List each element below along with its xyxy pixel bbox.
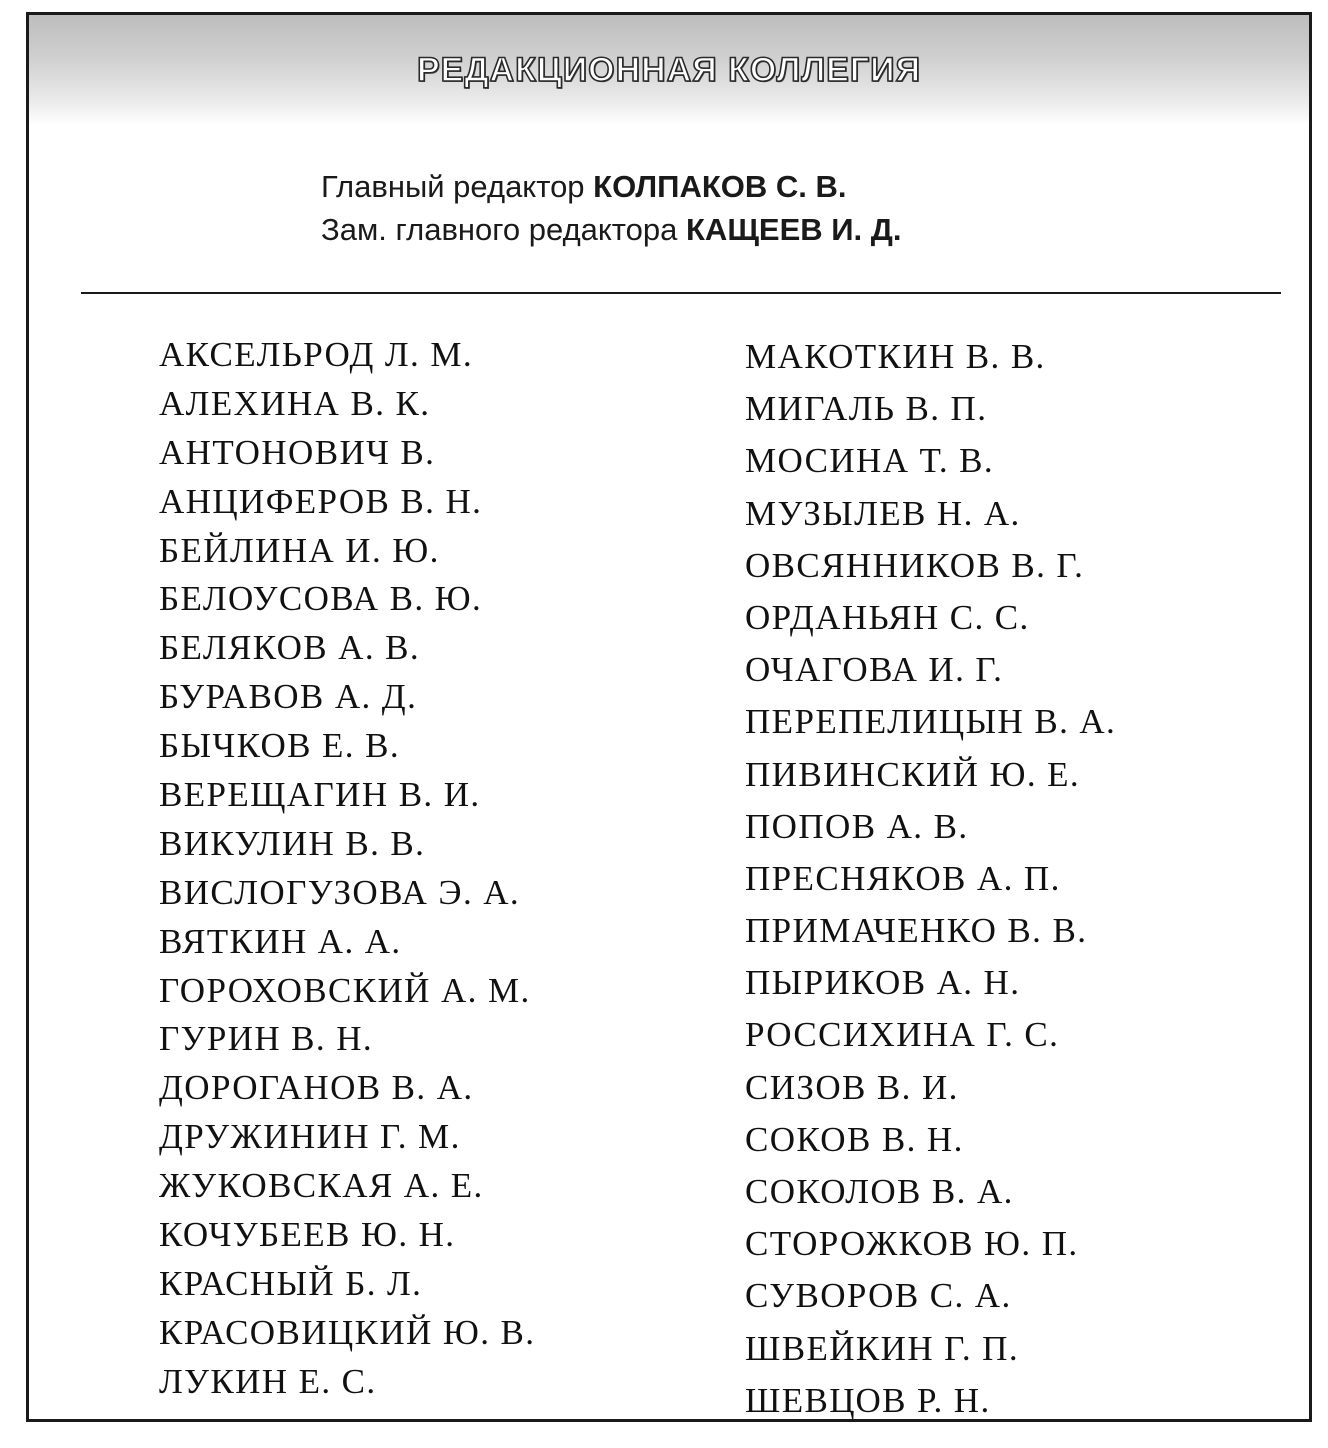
chief-editors-block bbox=[321, 165, 901, 251]
board-member: ПЫРИКОВ А. Н. bbox=[745, 963, 1021, 1003]
board-member: ПРИМАЧЕНКО В. В. bbox=[745, 911, 1088, 951]
deputy-editor-role: Зам. главного редактора bbox=[321, 212, 678, 247]
chief-editor-name: КОЛПАКОВ С. В. bbox=[593, 169, 847, 204]
title-banner bbox=[29, 15, 1309, 125]
board-member: ЖУКОВСКАЯ А. Е. bbox=[159, 1166, 484, 1206]
board-member: КРАСОВИЦКИЙ Ю. В. bbox=[159, 1312, 536, 1352]
board-member: СУВОРОВ С. А. bbox=[745, 1276, 1012, 1316]
board-member: ЛУКИН Е. С. bbox=[159, 1361, 377, 1401]
board-member: РОССИХИНА Г. С. bbox=[745, 1015, 1060, 1055]
board-member: БУРАВОВ А. Д. bbox=[159, 677, 418, 717]
board-member: ПОПОВ А. В. bbox=[745, 806, 969, 846]
board-member: ГОРОХОВСКИЙ А. М. bbox=[159, 970, 531, 1010]
board-member: ВЕРЕЩАГИН В. И. bbox=[159, 775, 481, 815]
board-member: МОСИНА Т. В. bbox=[745, 441, 995, 481]
board-member: ОРДАНЬЯН С. С. bbox=[745, 597, 1030, 637]
board-member: АКСЕЛЬРОД Л. М. bbox=[159, 335, 474, 374]
board-member: ДРУЖИНИН Г. М. bbox=[159, 1117, 461, 1157]
board-member: АНЦИФЕРОВ В. Н. bbox=[159, 481, 483, 521]
board-member: АЛЕХИНА В. К. bbox=[159, 383, 431, 423]
board-member: ШВЕЙКИН Г. П. bbox=[745, 1328, 1019, 1368]
board-member: ПИВИНСКИЙ Ю. Е. bbox=[745, 754, 1081, 794]
page-title: РЕДАКЦИОННАЯ КОЛЛЕГИЯ bbox=[416, 51, 922, 89]
editorial-board-frame bbox=[26, 12, 1312, 1422]
board-member: МАКОТКИН В. В. bbox=[745, 337, 1046, 376]
chief-editor-line bbox=[321, 165, 901, 208]
board-member: СИЗОВ В. И. bbox=[745, 1067, 959, 1107]
board-member: ШЕВЦОВ Р. Н. bbox=[745, 1380, 991, 1420]
board-member: БЫЧКОВ Е. В. bbox=[159, 726, 400, 766]
board-member: СОКОЛОВ В. А. bbox=[745, 1172, 1014, 1211]
board-member: ОВСЯННИКОВ В. Г. bbox=[745, 545, 1085, 585]
board-member: ВИКУЛИН В. В. bbox=[159, 823, 426, 863]
deputy-editor-name: КАЩЕЕВ И. Д. bbox=[686, 212, 902, 247]
board-member: КОЧУБЕЕВ Ю. Н. bbox=[159, 1215, 456, 1255]
board-member: ДОРОГАНОВ В. А. bbox=[159, 1068, 474, 1108]
board-member: СТОРОЖКОВ Ю. П. bbox=[745, 1224, 1079, 1264]
board-member: БЕЙЛИНА И. Ю. bbox=[159, 530, 440, 570]
board-member: ПЕРЕПЕЛИЦЫН В. А. bbox=[745, 702, 1117, 742]
board-member: МИГАЛЬ В. П. bbox=[745, 389, 988, 429]
chief-editor-role: Главный редактор bbox=[321, 169, 585, 204]
board-member: МУЗЫЛЕВ Н. А. bbox=[745, 493, 1021, 533]
members-list-left bbox=[159, 331, 535, 1407]
board-member: ВИСЛОГУЗОВА Э. А. bbox=[159, 872, 521, 912]
board-member: КРАСНЫЙ Б. Л. bbox=[159, 1263, 423, 1303]
board-member: ВЯТКИН А. А. bbox=[159, 921, 402, 961]
board-member: АНТОНОВИЧ В. bbox=[159, 432, 436, 472]
board-member: БЕЛЯКОВ А. В. bbox=[159, 628, 421, 668]
board-member: БЕЛОУСОВА В. Ю. bbox=[159, 579, 483, 619]
board-member: СОКОВ В. Н. bbox=[745, 1119, 964, 1159]
board-member: ГУРИН В. Н. bbox=[159, 1019, 374, 1059]
divider bbox=[81, 292, 1281, 294]
deputy-editor-line bbox=[321, 208, 901, 251]
board-member: ОЧАГОВА И. Г. bbox=[745, 650, 1004, 690]
board-member: ПРЕСНЯКОВ А. П. bbox=[745, 858, 1061, 898]
members-list-right bbox=[745, 331, 1116, 1427]
